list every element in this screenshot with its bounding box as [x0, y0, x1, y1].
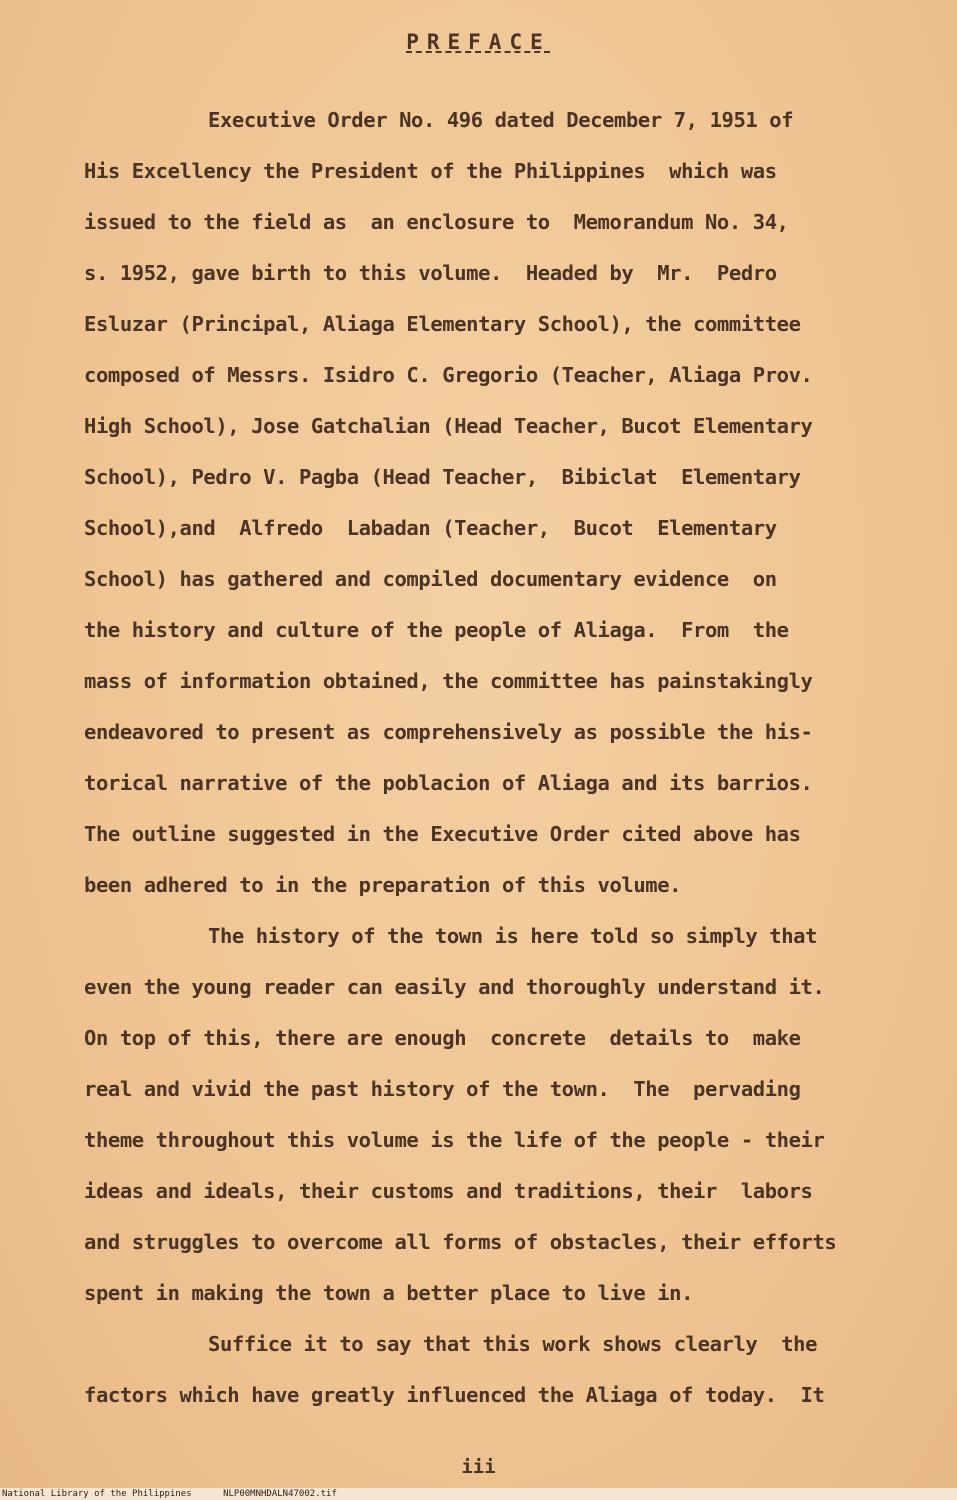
text-line: School) has gathered and compiled documentary evidence on [84, 567, 777, 591]
text-line: s. 1952, gave birth to this volume. Headed by Mr. Pedro [84, 261, 777, 285]
page-title: PREFACE [406, 30, 551, 54]
footer-library: National Library of the Philippines [2, 1489, 192, 1499]
text-line: The history of the town is here told so simply that [208, 924, 818, 948]
text-line: The outline suggested in the Executive Order cited above has [84, 822, 801, 846]
text-line: spent in making the town a better place to live in. [84, 1281, 694, 1305]
text-line: ideas and ideals, their customs and traditions, their labors [84, 1179, 813, 1203]
page-number: iii [461, 1456, 496, 1478]
text-line: School), Pedro V. Pagba (Head Teacher, Bibiclat Elementary [84, 465, 801, 489]
text-line: torical narrative of the poblacion of Aliaga and its barrios. [84, 771, 813, 795]
text-line: even the young reader can easily and thoroughly understand it. [84, 975, 825, 999]
text-line: real and vivid the past history of the town. The pervading [84, 1077, 801, 1101]
text-line: been adhered to in the preparation of this volume. [84, 873, 682, 897]
text-line: His Excellency the President of the Philippines which was [84, 159, 777, 183]
text-line: Executive Order No. 496 dated December 7, 1951 of [208, 108, 794, 132]
text-line: Esluzar (Principal, Aliaga Elementary School), the committee [84, 312, 801, 336]
text-line: On top of this, there are enough concrete details to make [84, 1026, 801, 1050]
text-line: the history and culture of the people of Aliaga. From the [84, 618, 789, 642]
text-line: factors which have greatly influenced the Aliaga of today. It [84, 1383, 825, 1407]
footer-filename: NLP00MNHDALN47002.tif [223, 1489, 337, 1499]
text-line: School),and Alfredo Labadan (Teacher, Bucot Elementary [84, 516, 777, 540]
text-line: High School), Jose Gatchalian (Head Teacher, Bucot Elementary [84, 414, 813, 438]
preface-body [84, 100, 884, 1426]
text-line: Suffice it to say that this work shows clearly the [208, 1332, 818, 1356]
text-line: theme throughout this volume is the life of the people - their [84, 1128, 825, 1152]
text-line: issued to the field as an enclosure to Memorandum No. 34, [84, 210, 789, 234]
text-line: endeavored to present as comprehensively as possible the his- [84, 720, 813, 744]
text-line: composed of Messrs. Isidro C. Gregorio (Teacher, Aliaga Prov. [84, 363, 813, 387]
text-line: mass of information obtained, the committee has painstakingly [84, 669, 813, 693]
text-line: and struggles to overcome all forms of obstacles, their efforts [84, 1230, 837, 1254]
scan-footer [0, 1488, 957, 1500]
